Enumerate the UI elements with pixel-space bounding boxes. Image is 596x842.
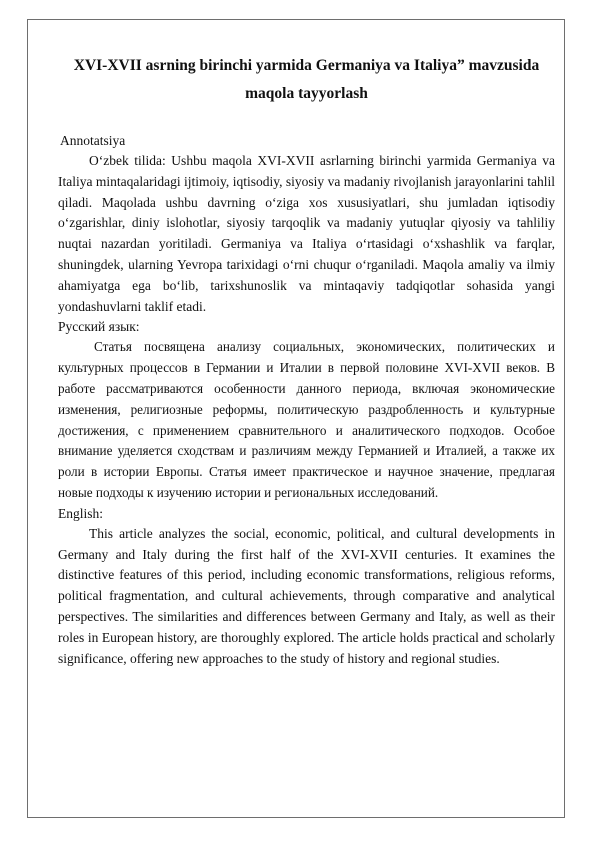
russian-label: Русский язык:	[58, 319, 140, 335]
annotation-label: Annotatsiya	[60, 133, 126, 148]
english-abstract: This article analyzes the social, economic, political, and cultural developments in Germany and Italy during the first half of the XVI-XVII centuries. It examines the distinctive features of this period, including economic transformations, religious reforms, political fragmentation, and cultural achievements, through comparative and analytical perspectives. The similarities and differences between Germany and Italy, as well as their roles in European history, are thoroughly explored. The article holds practical and scholarly significance, offering new approaches to the study of history and regional studies.	[58, 525, 555, 666]
document-title: XVI-XVII asrning birinchi yarmida Germaniya va Italiya” mavzusida maqola tayyorlash	[73, 57, 540, 102]
russian-abstract: Статья посвящена анализу социальных, экономических, политических и культурных процессов в Германии и Италии в первой половине XVI-XVII веков. В работе рассматриваются особенности данного периода, включая экономические изменения, религиозные реформы, политическую раздробленность и культурные достижения, с применением сравнительного и аналитического подходов. Особое внимание уделяется сходствам и различиям между Германией и Италией, а также их роли в истории Европы. Статья имеет практическое и научное значение, предлагая новые подходы к изучению истории и региональных исследований.	[58, 339, 555, 500]
uzbek-abstract: O‘zbek tilida: Ushbu maqola XVI-XVII asrlarning birinchi yarmida Germaniya va Italiya mintaqalaridagi ijtimoiy, iqtisodiy, siyosiy va madaniy rivojlanish jarayonlarini tahlil qiladi. Maqolada ushbu davrning o‘ziga xos xususiyatlari, shu jumladan iqtisodiy o‘zgarishlar, diniy islohotlar, siyosiy tarqoqlik va madaniy yutuqlar qiyosiy va tahliliy nuqtai nazardan yoritiladi. Germaniya va Italiya o‘rtasidagi o‘xshashlik va farqlar, shuningdek, ularning Yevropa tarixidagi o‘rni chuqur o‘rganiladi. Maqola amaliy va ilmiy ahamiyatga ega bo‘lib, tarixshunoslik va mintaqaviy tadqiqotlar sohasida yangi yondashuvlarni taklif etadi.	[58, 153, 555, 314]
english-label: English:	[58, 505, 104, 521]
document-body	[58, 52, 555, 669]
